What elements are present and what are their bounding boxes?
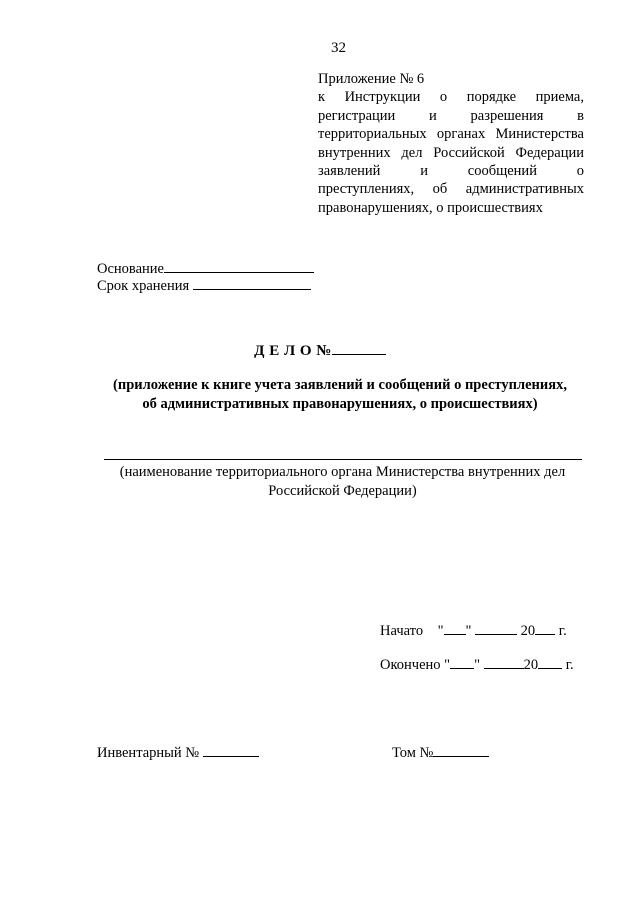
year-blank <box>538 655 562 669</box>
volume-label: Том № <box>392 745 434 761</box>
appendix-line: территориальных органах Министерства <box>318 126 584 143</box>
month-blank <box>475 621 517 635</box>
appendix-line: Приложение № 6 <box>318 71 425 87</box>
date-started-label: Начато <box>380 623 424 639</box>
year-suffix: г. <box>565 657 574 673</box>
case-title-text: Д Е Л О № <box>254 343 332 359</box>
year-suffix: г. <box>558 623 567 639</box>
day-blank <box>444 621 466 635</box>
year-prefix: 20 <box>523 657 539 673</box>
inventory-blank-line <box>203 743 259 757</box>
date-ended-row: Окончено " " 20 г. <box>380 657 574 673</box>
case-subtitle-line: об административных правонарушениях, о происшествиях) <box>142 396 538 412</box>
organization-caption-line: Российской Федерации) <box>268 483 417 499</box>
organization-caption-line: (наименование территориального органа Министерства внутренних дел <box>119 464 566 480</box>
appendix-line: заявлений и сообщений о <box>318 162 584 179</box>
retention-field <box>97 276 311 295</box>
case-title <box>0 341 640 360</box>
case-number-blank <box>332 341 386 355</box>
retention-blank-line <box>193 276 311 290</box>
case-subtitle-line: (приложение к книге учета заявлений и сообщений о преступлениях, <box>113 377 567 393</box>
year-blank <box>535 621 555 635</box>
retention-label: Срок хранения <box>97 278 190 294</box>
basis-label: Основание <box>97 261 164 277</box>
inventory-label: Инвентарный № <box>97 745 200 761</box>
appendix-line: к Инструкции о порядке приема, <box>318 89 584 106</box>
page-number: 32 <box>331 40 346 56</box>
inventory-field <box>97 743 259 762</box>
appendix-line: преступлениях, об административных <box>318 181 584 198</box>
date-started-row: Начато " " 20 г. <box>380 623 567 639</box>
volume-blank-line <box>433 743 489 757</box>
month-blank <box>484 655 524 669</box>
date-ended-label: Окончено <box>380 657 441 673</box>
year-prefix: 20 <box>520 623 536 639</box>
appendix-line: правонарушениях, о происшествиях <box>318 199 543 216</box>
organization-blank-line <box>104 458 582 460</box>
appendix-line: регистрации и разрешения в <box>318 107 584 124</box>
organization-caption <box>0 463 640 501</box>
basis-blank-line <box>164 259 314 273</box>
day-blank <box>450 655 474 669</box>
case-subtitle <box>0 376 640 414</box>
appendix-heading <box>318 70 584 217</box>
appendix-line: внутренних дел Российской Федерации <box>318 144 584 161</box>
volume-field <box>392 743 489 762</box>
